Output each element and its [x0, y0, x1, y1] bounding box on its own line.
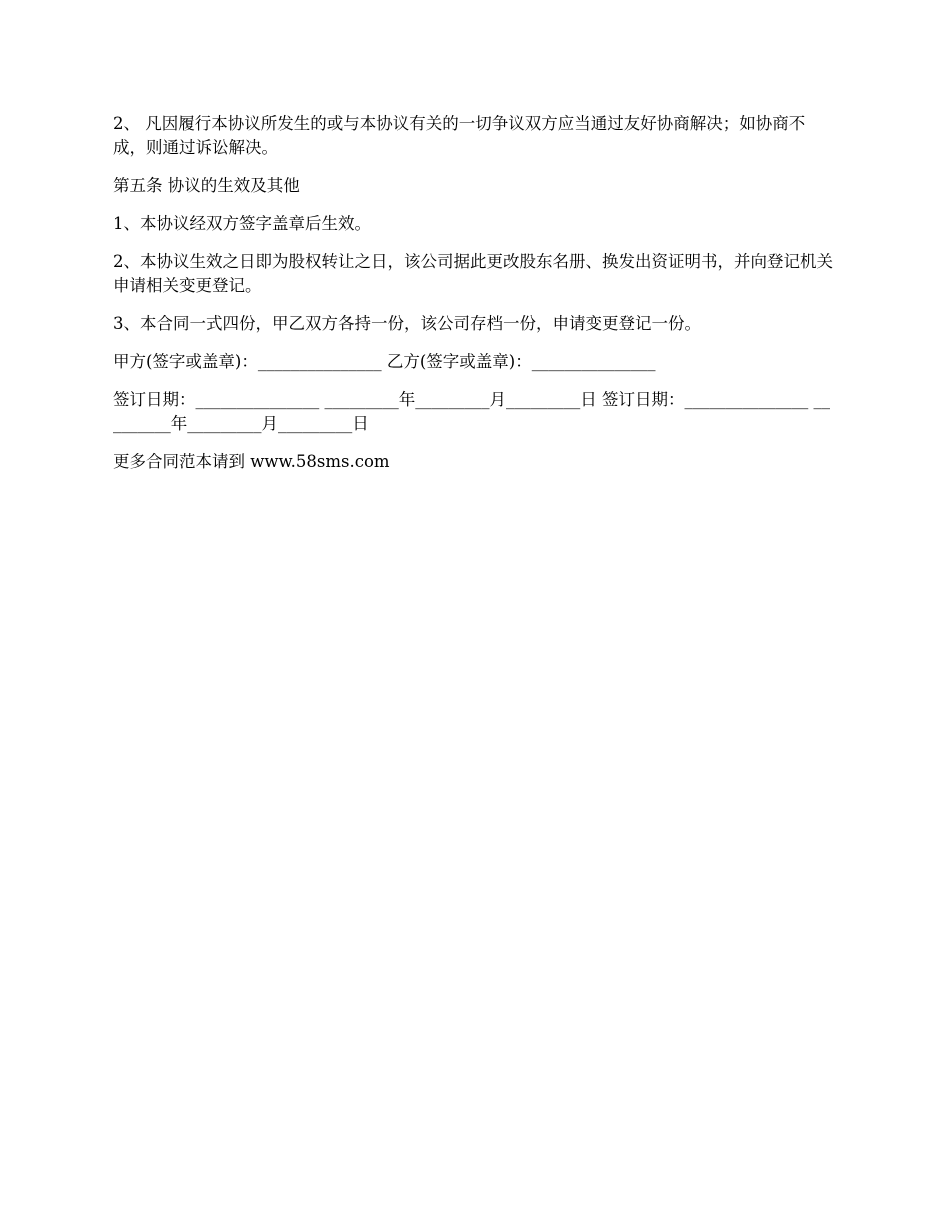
- copies-clause: 3、本合同一式四份，甲乙双方各持一份，该公司存档一份，申请变更登记一份。: [113, 314, 701, 333]
- signature-line: 甲方(签字或盖章)：_______________ 乙方(签字或盖章)：_______________: [113, 352, 656, 371]
- transfer-date-clause: 2、本协议生效之日即为股权转让之日，该公司据此更改股东名册、换发出资证明书，并向登记机关申请相关变更登记。: [113, 252, 833, 295]
- footer-link-text: 更多合同范本请到 www.58sms.com: [113, 452, 390, 471]
- signing-date-line: 签订日期：_______________ _________年_________月_________日 签订日期：_______________ _________年_________月_________日: [113, 390, 830, 433]
- effectiveness-clause: 1、本协议经双方签字盖章后生效。: [113, 214, 371, 233]
- dispute-resolution-clause: 2、 凡因履行本协议所发生的或与本协议有关的一切争议双方应当通过友好协商解决；如协商不成，则通过诉讼解决。: [113, 114, 806, 157]
- article-five-heading: 第五条 协议的生效及其他: [113, 176, 300, 195]
- document-body: [113, 112, 838, 488]
